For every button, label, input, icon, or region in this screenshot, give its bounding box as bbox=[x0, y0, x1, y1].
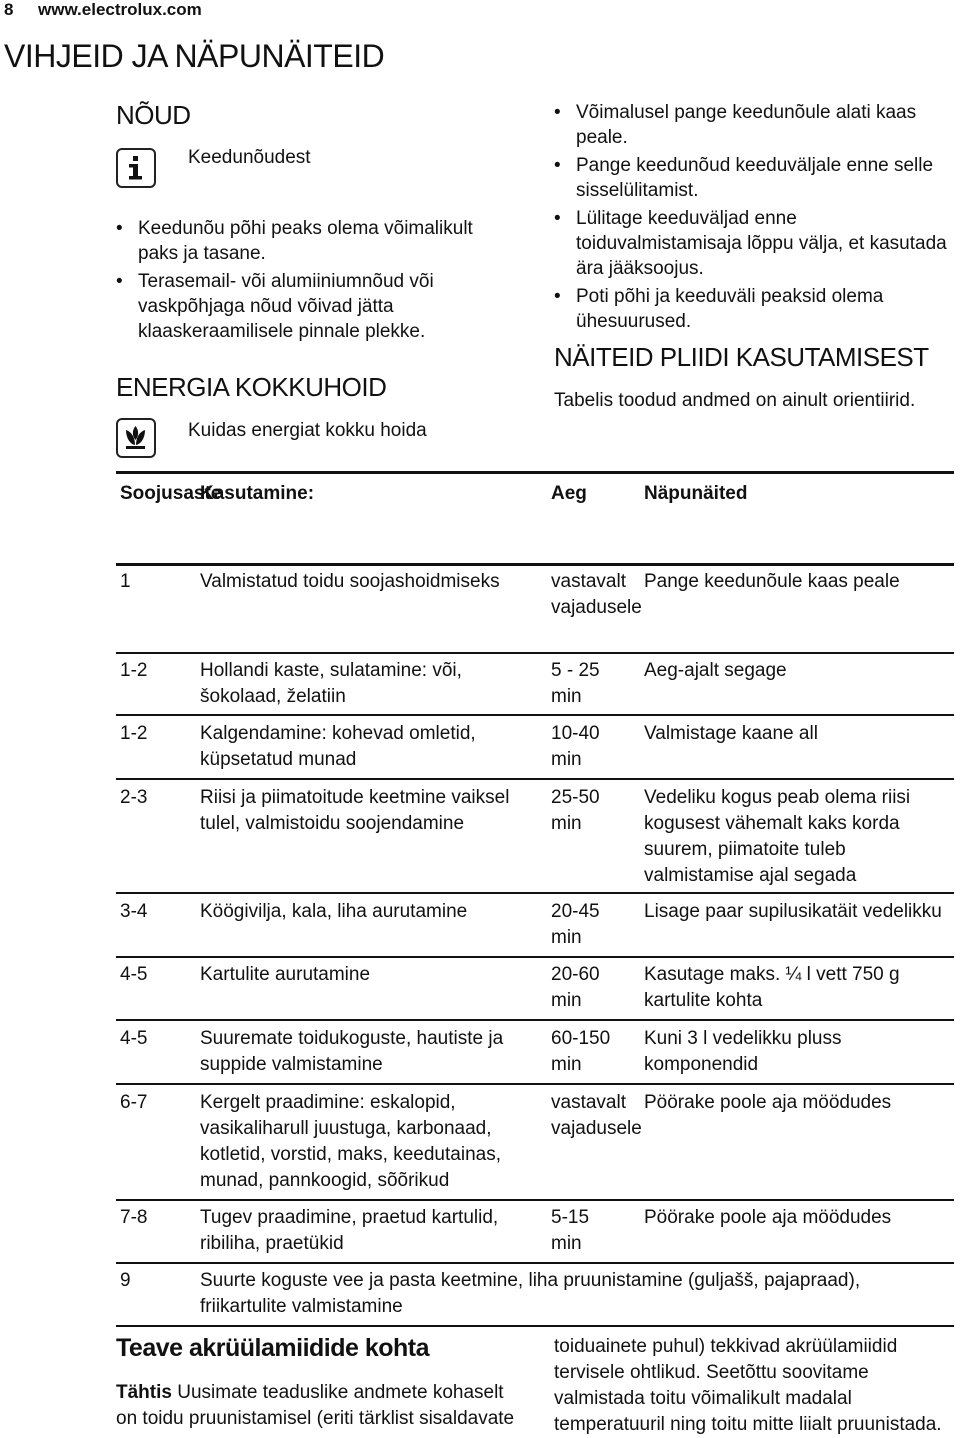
cell-use: Tugev praadimine, praetud kartulid, ribiliha, praetükid bbox=[200, 1207, 499, 1254]
cell-tips: Vedeliku kogus peab olema riisi kogusest vähemalt kaks korda suurem, piimatoite tuleb valmistamise ajal segada bbox=[644, 787, 911, 886]
cell-use: Hollandi kaste, sulatamine: või, šokolaad, želatiin bbox=[200, 660, 462, 707]
row-divider bbox=[116, 956, 954, 958]
acrylamide-title: Teave akrüülamiidide kohta bbox=[116, 1334, 430, 1362]
list-item: • Terasemail- või alumiiniumnõud või vaskpõhjaga nõud võivad jätta klaaskeraamilisele pinnale plekke. bbox=[116, 269, 516, 344]
header-use: Kasutamine: bbox=[200, 483, 315, 504]
cell-time: 25-50 min bbox=[551, 787, 600, 834]
table-note: Tabelis toodud andmed on ainult orientiirid. bbox=[554, 390, 916, 411]
row-divider bbox=[116, 1262, 954, 1264]
cell-tips: Aeg-ajalt segage bbox=[644, 660, 787, 681]
cell-time: 5-15 min bbox=[551, 1207, 590, 1254]
energy-tips-list bbox=[554, 100, 954, 337]
section-title-noud: NÕUD bbox=[116, 100, 191, 130]
info-icon bbox=[116, 148, 156, 188]
cell-time: 5 - 25 min bbox=[551, 660, 600, 707]
cell-heat: 4-5 bbox=[120, 964, 148, 985]
cell-use: Riisi ja piimatoitude keetmine vaiksel tulel, valmistoidu soojendamine bbox=[200, 787, 510, 834]
cell-heat: 1-2 bbox=[120, 660, 148, 681]
table-top-rule bbox=[116, 471, 954, 474]
header-url: www.electrolux.com bbox=[38, 0, 202, 19]
cell-time: 60-150 min bbox=[551, 1028, 611, 1075]
cell-heat: 2-3 bbox=[120, 787, 148, 808]
cell-use: Kalgendamine: kohevad omletid, küpsetatud munad bbox=[200, 723, 476, 770]
section-title-naiteid: NÄITEID PLIIDI KASUTAMISEST bbox=[554, 342, 929, 372]
cell-time: 20-45 min bbox=[551, 901, 600, 948]
info-caption: Keedunõudest bbox=[188, 147, 311, 168]
cell-tips: Kasutage maks. ¼ l vett 750 g kartulite kohta bbox=[644, 964, 900, 1011]
cell-time: 20-60 min bbox=[551, 964, 600, 1011]
cell-heat: 9 bbox=[120, 1270, 131, 1291]
list-item: • Keedunõu põhi peaks olema võimalikult paks ja tasane. bbox=[116, 216, 516, 266]
noud-bullet-list bbox=[116, 216, 516, 347]
header-heat: Soojusaste bbox=[120, 483, 222, 504]
row-divider bbox=[116, 1019, 954, 1021]
cell-use: Köögivilja, kala, liha aurutamine bbox=[200, 901, 468, 922]
cell-use: Valmistatud toidu soojashoidmiseks bbox=[200, 571, 500, 592]
table-bottom-rule bbox=[116, 1325, 954, 1327]
cell-time: vastavalt vajadusele bbox=[551, 571, 642, 618]
cell-heat: 1-2 bbox=[120, 723, 148, 744]
row-divider bbox=[116, 778, 954, 780]
cell-heat: 6-7 bbox=[120, 1092, 148, 1113]
row-divider bbox=[116, 652, 954, 654]
page-number: 8 bbox=[4, 0, 14, 19]
page-title: VIHJEID JA NÄPUNÄITEID bbox=[4, 38, 385, 74]
header-rule bbox=[116, 563, 954, 566]
header-tips: Näpunäited bbox=[644, 483, 748, 504]
important-label: Tähtis bbox=[116, 1382, 172, 1403]
row-divider bbox=[116, 714, 954, 716]
cell-heat: 4-5 bbox=[120, 1028, 148, 1049]
cell-use: Kergelt praadimine: eskalopid, vasikaliharull juustuga, karbonaad, kotletid, vorstid, maks, keedutainas, munad, pannkoogid, sõõrikud bbox=[200, 1092, 501, 1191]
cell-use: Kartulite aurutamine bbox=[200, 964, 371, 985]
cell-time: vastavalt vajadusele bbox=[551, 1092, 642, 1139]
section-title-energia: ENERGIA KOKKUHOID bbox=[116, 372, 387, 402]
row-divider bbox=[116, 1199, 954, 1201]
cell-tips: Lisage paar supilusikatäit vedelikku bbox=[644, 901, 942, 922]
acrylamide-text-part: Uusimate teaduslike andmete kohaselt on toidu pruunistamisel (eriti tärklist sisaldavate bbox=[116, 1382, 515, 1429]
acrylamide-left-text bbox=[116, 1380, 526, 1432]
cell-tips: Valmistage kaane all bbox=[644, 723, 818, 744]
cell-tips: Pöörake poole aja möödudes bbox=[644, 1207, 892, 1228]
eco-leaf-icon bbox=[116, 418, 156, 458]
list-item: • Lülitage keeduväljad enne toiduvalmistamisaja lõppu välja, et kasutada ära jääksoojus. bbox=[554, 206, 954, 281]
cell-tips: Kuni 3 l vedelikku pluss komponendid bbox=[644, 1028, 842, 1075]
list-item: • Poti põhi ja keeduväli peaksid olema ühesuurused. bbox=[554, 284, 954, 334]
cell-use: Suurte koguste vee ja pasta keetmine, liha pruunistamine (guljašš, pajapraad), friikartulite valmistamine bbox=[200, 1270, 861, 1317]
list-item: • Võimalusel pange keedunõule alati kaas peale. bbox=[554, 100, 954, 150]
cell-tips: Pange keedunõule kaas peale bbox=[644, 571, 900, 592]
cell-use: Suuremate toidukoguste, hautiste ja suppide valmistamine bbox=[200, 1028, 504, 1075]
header-time: Aeg bbox=[551, 483, 587, 504]
energia-caption: Kuidas energiat kokku hoida bbox=[188, 420, 427, 441]
list-item: • Pange keedunõud keeduväljale enne selle sisselülitamist. bbox=[554, 153, 954, 203]
acrylamide-right-text: toiduainete puhul) tekkivad akrüülamiidid tervisele ohtlikud. Seetõttu soovitame valmistada toitu võimalikult madalal temperatuuril ning toitu mitte liialt pruunistada. bbox=[554, 1336, 942, 1435]
cell-heat: 3-4 bbox=[120, 901, 148, 922]
cell-tips: Pöörake poole aja möödudes bbox=[644, 1092, 892, 1113]
cell-time: 10-40 min bbox=[551, 723, 600, 770]
cell-heat: 1 bbox=[120, 571, 131, 592]
cell-heat: 7-8 bbox=[120, 1207, 148, 1228]
row-divider bbox=[116, 892, 954, 894]
row-divider bbox=[116, 1083, 954, 1085]
